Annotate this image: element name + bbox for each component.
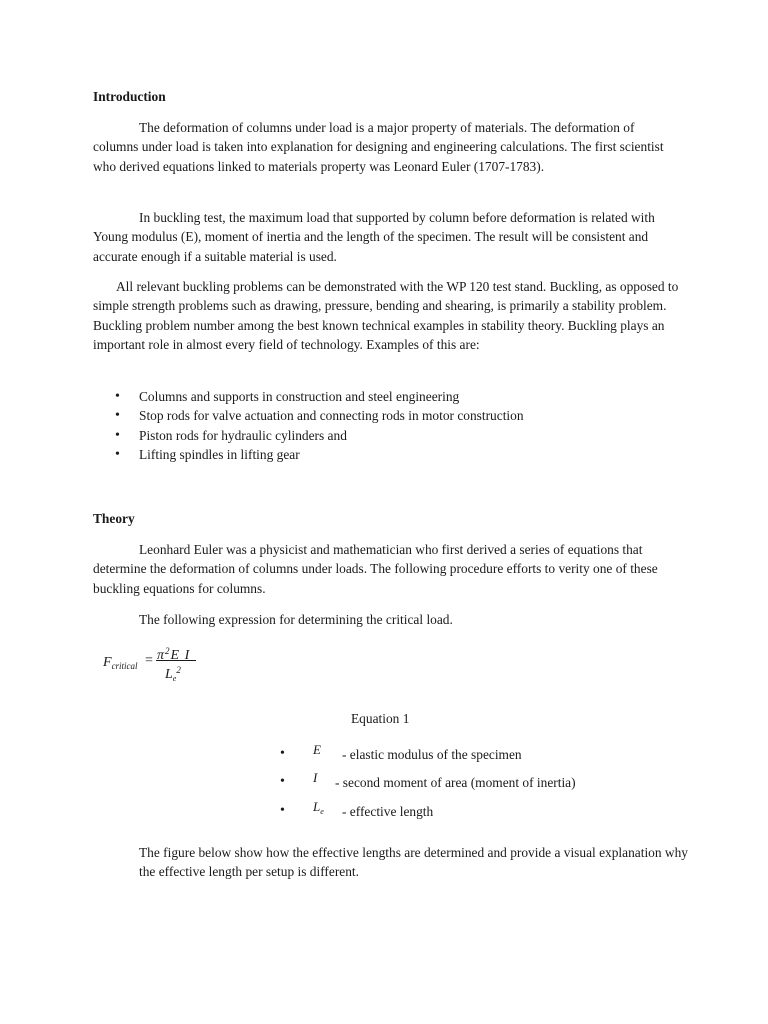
theory-heading: Theory <box>93 511 135 526</box>
list-item: • Piston rods for hydraulic cylinders and <box>93 426 683 445</box>
variable-item <box>280 740 700 764</box>
introduction-heading: Introduction <box>93 89 166 104</box>
bullet-icon: • <box>115 389 120 404</box>
variable-symbol: I <box>313 770 318 785</box>
equation-lhs: $F_{critical}$ <box>103 655 138 671</box>
theory-paragraph-3: The figure below show how the effective lengths are determined and provide a visual explanation why the effective length per setup is different. <box>139 845 688 880</box>
list-item: • Lifting spindles in lifting gear <box>93 445 683 464</box>
intro-paragraph-1: The deformation of columns under load is a major property of materials. The deformation of columns under load is taken into explanation for designing and engineering calculations. The first scientist who derived equations linked to materials property was Leonard Euler (1707-1783). <box>93 120 664 174</box>
list-item: • Stop rods for valve actuation and connecting rods in motor construction <box>93 406 683 425</box>
variable-item <box>280 768 700 792</box>
variable-item <box>280 797 700 821</box>
critical-load-equation <box>103 642 223 686</box>
examples-list <box>93 387 683 465</box>
list-item: • Columns and supports in construction and steel engineering <box>93 387 683 406</box>
equation-label: Equation 1 <box>351 711 410 726</box>
variable-description: - second moment of area (moment of inertia) <box>335 775 576 790</box>
variable-description: - effective length <box>342 804 434 819</box>
bullet-icon: • <box>280 774 285 789</box>
bullet-icon: • <box>280 803 285 818</box>
equation-equals: = <box>145 653 153 668</box>
intro-paragraph-3: All relevant buckling problems can be demonstrated with the WP 120 test stand. Buckling, as opposed to simple strength problems such as drawing, pressure, bending and shearing, is primarily a stability problem. Buckling problem number among the best known technical examples in stability theory. Buckling plays an important role in almost every field of technology. Examples of this are: <box>93 279 679 353</box>
theory-paragraph-2: The following expression for determining the critical load. <box>139 612 453 627</box>
variable-symbol: $L_e$ <box>313 799 324 816</box>
bullet-icon: • <box>115 447 120 463</box>
intro-paragraph-2: In buckling test, the maximum load that supported by column before deformation is related with Young modulus (E), moment of inertia and the length of the specimen. The result will be consistent and accurate enough if a suitable material is used. <box>93 210 655 264</box>
bullet-icon: • <box>115 408 120 424</box>
bullet-icon: • <box>280 746 285 761</box>
bullet-icon: • <box>115 427 120 443</box>
variable-symbol: E <box>313 742 321 757</box>
equation-denominator: $L_e^2$ <box>165 665 181 683</box>
equation-numerator: $\pi^2E$ I <box>157 646 191 663</box>
variable-description: - elastic modulus of the specimen <box>342 747 522 762</box>
theory-paragraph-1: Leonhard Euler was a physicist and mathematician who first derived a series of equations that determine the deformation of columns under loads. The following procedure efforts to verity one of these buckling equations for columns. <box>93 542 658 596</box>
